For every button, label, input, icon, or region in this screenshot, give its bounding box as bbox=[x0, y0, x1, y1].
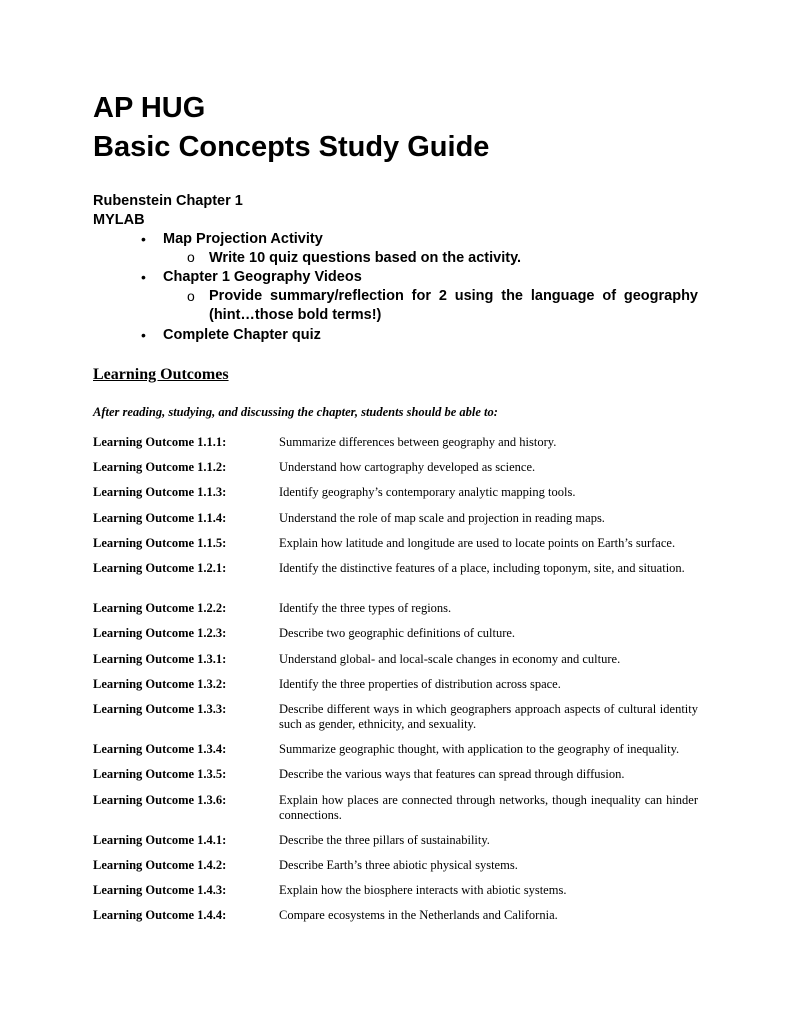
outcome-text: Explain how places are connected through networks, though inequality can hinder connections. bbox=[279, 793, 698, 822]
outcome-text: Identify the three properties of distribution across space. bbox=[279, 677, 561, 691]
outcome-text: Describe the three pillars of sustainability. bbox=[279, 833, 490, 847]
bullet-marker: • bbox=[141, 269, 146, 285]
outcome-text: Identify geography’s contemporary analytic mapping tools. bbox=[279, 485, 576, 499]
outcome-code: Learning Outcome 1.1.4: bbox=[93, 511, 227, 525]
chapter-reference: Rubenstein Chapter 1 bbox=[93, 193, 243, 209]
assignment-subitem: Provide summary/reflection for 2 using the language of geography (hint…those bold terms!) bbox=[209, 288, 698, 323]
course-title: AP HUG bbox=[93, 92, 206, 124]
outcome-text: Identify the distinctive features of a place, including toponym, site, and situation. bbox=[279, 561, 685, 575]
outcome-code: Learning Outcome 1.2.3: bbox=[93, 626, 227, 640]
outcome-code: Learning Outcome 1.1.5: bbox=[93, 536, 227, 550]
outcome-code: Learning Outcome 1.4.4: bbox=[93, 908, 227, 922]
outcome-code: Learning Outcome 1.3.5: bbox=[93, 767, 227, 781]
guide-title: Basic Concepts Study Guide bbox=[93, 131, 490, 163]
outcome-code: Learning Outcome 1.4.1: bbox=[93, 833, 227, 847]
bullet-marker: • bbox=[141, 231, 146, 247]
outcome-text: Explain how the biosphere interacts with abiotic systems. bbox=[279, 883, 567, 897]
outcome-code: Learning Outcome 1.1.2: bbox=[93, 460, 227, 474]
outcome-code: Learning Outcome 1.2.1: bbox=[93, 561, 227, 575]
outcome-code: Learning Outcome 1.1.3: bbox=[93, 485, 227, 499]
outcome-code: Learning Outcome 1.3.1: bbox=[93, 652, 227, 666]
section-heading: Learning Outcomes bbox=[93, 366, 229, 383]
sub-bullet-marker: o bbox=[187, 288, 195, 304]
outcome-text: Describe Earth’s three abiotic physical systems. bbox=[279, 858, 518, 872]
outcome-text: Identify the three types of regions. bbox=[279, 601, 452, 615]
outcome-code: Learning Outcome 1.4.3: bbox=[93, 883, 227, 897]
platform-label: MYLAB bbox=[93, 212, 145, 228]
outcome-text: Describe the various ways that features can spread through diffusion. bbox=[279, 767, 625, 781]
outcome-text: Understand the role of map scale and projection in reading maps. bbox=[279, 511, 605, 525]
sub-bullet-marker: o bbox=[187, 249, 195, 265]
outcome-text: Understand global- and local-scale changes in economy and culture. bbox=[279, 652, 621, 666]
outcome-text: Summarize geographic thought, with application to the geography of inequality. bbox=[279, 742, 680, 756]
outcome-code: Learning Outcome 1.3.2: bbox=[93, 677, 227, 691]
outcome-text: Describe two geographic definitions of culture. bbox=[279, 626, 516, 640]
assignment-subitem: Write 10 quiz questions based on the activity. bbox=[209, 250, 522, 266]
outcome-code: Learning Outcome 1.3.3: bbox=[93, 702, 227, 716]
outcome-code: Learning Outcome 1.2.2: bbox=[93, 601, 227, 615]
outcome-code: Learning Outcome 1.3.4: bbox=[93, 742, 227, 756]
outcome-code: Learning Outcome 1.1.1: bbox=[93, 435, 227, 449]
assignment-item: Complete Chapter quiz bbox=[163, 327, 321, 343]
outcome-text: Explain how latitude and longitude are used to locate points on Earth’s surface. bbox=[279, 536, 676, 550]
bullet-marker: • bbox=[141, 327, 146, 343]
outcome-text: Summarize differences between geography and history. bbox=[279, 435, 557, 449]
outcome-text: Compare ecosystems in the Netherlands and California. bbox=[279, 908, 558, 922]
outcome-text: Describe different ways in which geographers approach aspects of cultural identity such as gender, ethnicity, and sexuality. bbox=[279, 702, 698, 731]
assignment-item: Map Projection Activity bbox=[163, 231, 323, 247]
outcome-code: Learning Outcome 1.4.2: bbox=[93, 858, 227, 872]
assignment-item: Chapter 1 Geography Videos bbox=[163, 269, 362, 285]
outcome-code: Learning Outcome 1.3.6: bbox=[93, 793, 227, 807]
outcome-text: Understand how cartography developed as science. bbox=[279, 460, 536, 474]
outcomes-intro: After reading, studying, and discussing the chapter, students should be able to: bbox=[93, 405, 498, 419]
